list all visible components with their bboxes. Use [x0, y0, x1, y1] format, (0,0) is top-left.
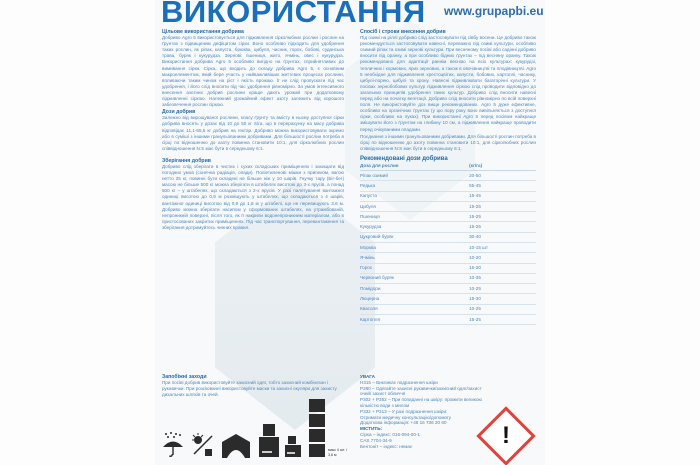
left-column — [162, 29, 344, 232]
safety-section — [162, 374, 344, 398]
dose-cell: 15-45 — [469, 191, 536, 201]
dose-cell: 15-20 — [469, 263, 536, 273]
table-row — [360, 294, 536, 304]
section-heading: Спосіб і строки внесення добрив — [360, 29, 446, 35]
crop-cell: Помідори — [360, 284, 469, 294]
table-row — [360, 232, 536, 242]
dose-table-title: Рекомендовані дози добрива — [360, 155, 448, 162]
crop-cell: Квасоля — [360, 304, 469, 314]
crop-cell: Горох — [360, 263, 469, 273]
table-row — [360, 191, 536, 201]
section-text: Залежно від вирощуваної рослини, класу ґрунту та вмісту в ньому доступної сірки добрива вносять у дозах від 10 до 50 кг S/га, що в перерахунку на масу добрива відповідає 11,1-55,5 кг добрив на гектар. Добриво можна використовувати окремо або в суміші з іншими гранульованими добривами. Для більшості рослин потреба в сірці по відношенню до азоту повинна становити 10:1, для сірколюбних рослин співвідношення N:S має бути в середньому 6:1. — [162, 115, 344, 151]
table-row — [360, 304, 536, 314]
warning-line: P302 + P352 – При попаданні на шкіру: промити великою кількістю води з милом — [360, 397, 482, 408]
right-column — [360, 29, 536, 325]
table-row — [360, 201, 536, 211]
covered-storage-icon — [220, 432, 252, 458]
table-row — [360, 222, 536, 232]
contains-line: CAS 7704-34-9 — [360, 437, 392, 443]
website-link: www.grupapbi.eu — [444, 4, 544, 18]
crop-cell: Морква — [360, 243, 469, 253]
table-row — [360, 284, 536, 294]
warning-line: H315 – Викликає подразнення шкіри — [360, 379, 438, 385]
table-row — [360, 263, 536, 273]
table-row — [360, 273, 536, 283]
contains-line: Бентоніт – індекс: немає — [360, 443, 413, 449]
table-row — [360, 181, 536, 191]
contains-line: Сірка – індекс: 016-094-00-1 — [360, 431, 420, 437]
crop-cell: Редька — [360, 181, 469, 191]
fertilizer-label-page — [155, 0, 545, 465]
warning-line: Додаткова інформація: +48 16 736 20 60 — [360, 420, 447, 426]
column-header: (кг/га) — [469, 162, 536, 171]
section-heading: Дози добрив — [162, 109, 196, 116]
dose-cell: 15-25 — [469, 315, 536, 325]
crop-cell: Кукурудза — [360, 222, 469, 232]
dose-cell: 10-25 — [469, 304, 536, 314]
table-row — [360, 212, 536, 222]
dose-cell: 10-20 — [469, 253, 536, 263]
table-row — [360, 243, 536, 253]
section-text: При посіві добрив використовуйте захисний одяг, тобто захисний комбінезон і рукавички. При розсіюванні використовуйте маски та захисні окуляри для захисту дихальних шляхів та очей. — [162, 380, 337, 397]
dose-cell: 15-30 — [469, 294, 536, 304]
crop-cell: Люцерна — [360, 294, 469, 304]
stack-small-icon — [284, 434, 302, 458]
contains-heading: МІСТИТЬ: — [360, 426, 383, 432]
table-row — [360, 253, 536, 263]
warning-line: P332 + P313 – У разі подразнення шкіри: — [360, 408, 448, 414]
section-heading: Цільове використання добрива — [162, 29, 244, 35]
keep-dry-umbrella-icon — [162, 432, 184, 458]
warning-heading: УВАГА — [360, 374, 375, 379]
storage-icons — [162, 410, 362, 465]
crop-cell: Картопля — [360, 315, 469, 325]
warning-line: P280 – Одягайте захисні рукавички/захисний одяг/захист очей/ захист обличчя — [360, 385, 482, 397]
pallet-stack-icon — [308, 398, 326, 458]
table-row — [360, 315, 536, 325]
dose-cell: 10-25 — [469, 284, 536, 294]
section-text: Добриво Agro 5 використовується для підживлення сірколюбних рослин і рослин на ґрунтах з підвищеним дефіцитом сірки. Воно особливо підходить для удобрення таких рослин, як ріпак, капуста, брюква, цибуля, часник, горох, бобові, суданська трава, буряк і кукурудза. Зернові: пшениця, жито, ячмінь, овес і кукурудза. Використання добрива Agro 5 особливо вигідно на ґрунтах, сприйнятливих до вимивання сірки. Сірка, що входить до складу добрива Agro 5, є основним макроелементом, який бере участь у найважливіших життєвих процесах рослини, впливаючи таким чином на ріст і якість врожаю. Її не слід пропускати під час удобрення, і його слід вносити під час удобрення рівномірно. За умов інтенсивного внесення азотних добрив рослини краще дають урожай при додатковому підживленні сіркою. Належний урожайний ефект азоту залежить від хорошого забезпечення рослин сіркою. — [162, 35, 344, 108]
crop-cell: Пшениця — [360, 212, 469, 222]
dose-cell: 30-40 — [469, 232, 536, 242]
stack-big-bag-icon — [258, 422, 280, 458]
warning-section — [360, 374, 490, 449]
dose-cell: 20-50 — [469, 171, 536, 181]
crop-cell: Ріпак озимий — [360, 171, 469, 181]
section-text: Під озимі на ріллі добриво слід застосовувати під сівбу восени. Це добриво також рекомендується застосовувати навесні, переважно під озимі культури, особливо озимий ріпак та озимі зернові культури. При весняному посіві або садінні добриво вносити під оранку, а при особливо бідних ґрунтах – під весняну оранку. Також рекомендовано для адаптації раннім весною на всіх культурах: кукурудзі, тепличних і кормових, ярих зернових, а також в овочівництві та плодівництві. Agro 5 необхідне для підживлення хрестоцвітих, капусти, бобових, картоплі, часнику, цибулі-порею, цибулі та хрону. Навесні підживлювати багаторічні культури. У посівах зернобобових культур підживлення сіркою слід проводити відповідно до загальних принципів удобрення таких культур. Добриво слід вносити навесні перед або на початку вегетації. Добриво слід вносити рівномірно по всій поверхні поля. Не використовуйте доз вище рекомендованих. Agro 5 дуже ефективне, особливо на органічних ґрунтах (у цю пору року воно вивільняється з доступної сірки, особливо на луках). При використанні Agro 5 перед посівом найкраще змішувати його з ґрунтом на глибину 10 см, а підживлення найкраще проводити перед очікуваними опадами. — [360, 35, 536, 132]
column-header: Доза для рослин — [360, 162, 469, 171]
warning-line: Отримати медичну консультацію/допомогу — [360, 414, 452, 420]
stack-note: макс 4 шт. / 3,6 м — [328, 448, 347, 457]
crop-cell: Цукровий буряк — [360, 232, 469, 242]
section-text: Поєднання з іншими гранульованими добривами. Для більшості рослин потреба в сірці по відношенню до азоту повинна становити 10:1, для сірколюбних рослин співвідношення N:S має бути в середньому 6:1. — [360, 133, 536, 151]
crop-cell: Червоний буряк — [360, 273, 469, 283]
dose-cell: 10-35 — [469, 273, 536, 283]
section-heading: Запобіжні заходи — [162, 374, 207, 380]
section-text: Добриво слід зберігати в чистих і сухих складських приміщеннях і захищати від погодних умов (сонячна радіація, опади). Поліетиленові мішки з припеком, вагою нетто 25 кг, повинні бути складені не більше ніж у 10 шарів. Гнучку тару (Біг-бег) масою не більше 500 кг можна зберігати в штабелях висотою до 3-х ярусів, а понад 500 кг – у штабелях, що складаються з 2-х ярусів. У разі палетування вантажної одиниці висотою до 0,9 м розміщують у штабелях, що складаються з 4 шарів, вантажної одиниці висотою від 0,9 до 1,8 м у штабелі, що не перевищують 3,6 м. Добриво можна зберігати насипом у сформованих штабелях, на утрамбованій, непроникній поверхні, після того, як її накрили водонепроникним матеріалом, або в пристосованих закритих приміщеннях. Під час транспортування, перевантаження та зберігання дотримуйтесь чинних правил. — [162, 163, 344, 230]
no-sunlight-icon — [192, 432, 214, 458]
dose-cell: 55-45 — [469, 181, 536, 191]
dose-cell: 15-25 — [469, 222, 536, 232]
dose-table — [360, 162, 536, 325]
dose-cell: 10-15 шт — [469, 243, 536, 253]
dose-cell: 15-25 — [469, 212, 536, 222]
dose-cell: 15-25 — [469, 201, 536, 211]
crop-cell: Ячмінь — [360, 253, 469, 263]
page-title: ВИКОРИСТАННЯ — [161, 0, 426, 29]
section-heading: Зберігання добрив — [162, 157, 211, 164]
crop-cell: Цибуля — [360, 201, 469, 211]
crop-cell: Капуста — [360, 191, 469, 201]
exclamation-hazard-icon: ! — [476, 406, 535, 465]
table-row — [360, 171, 536, 181]
